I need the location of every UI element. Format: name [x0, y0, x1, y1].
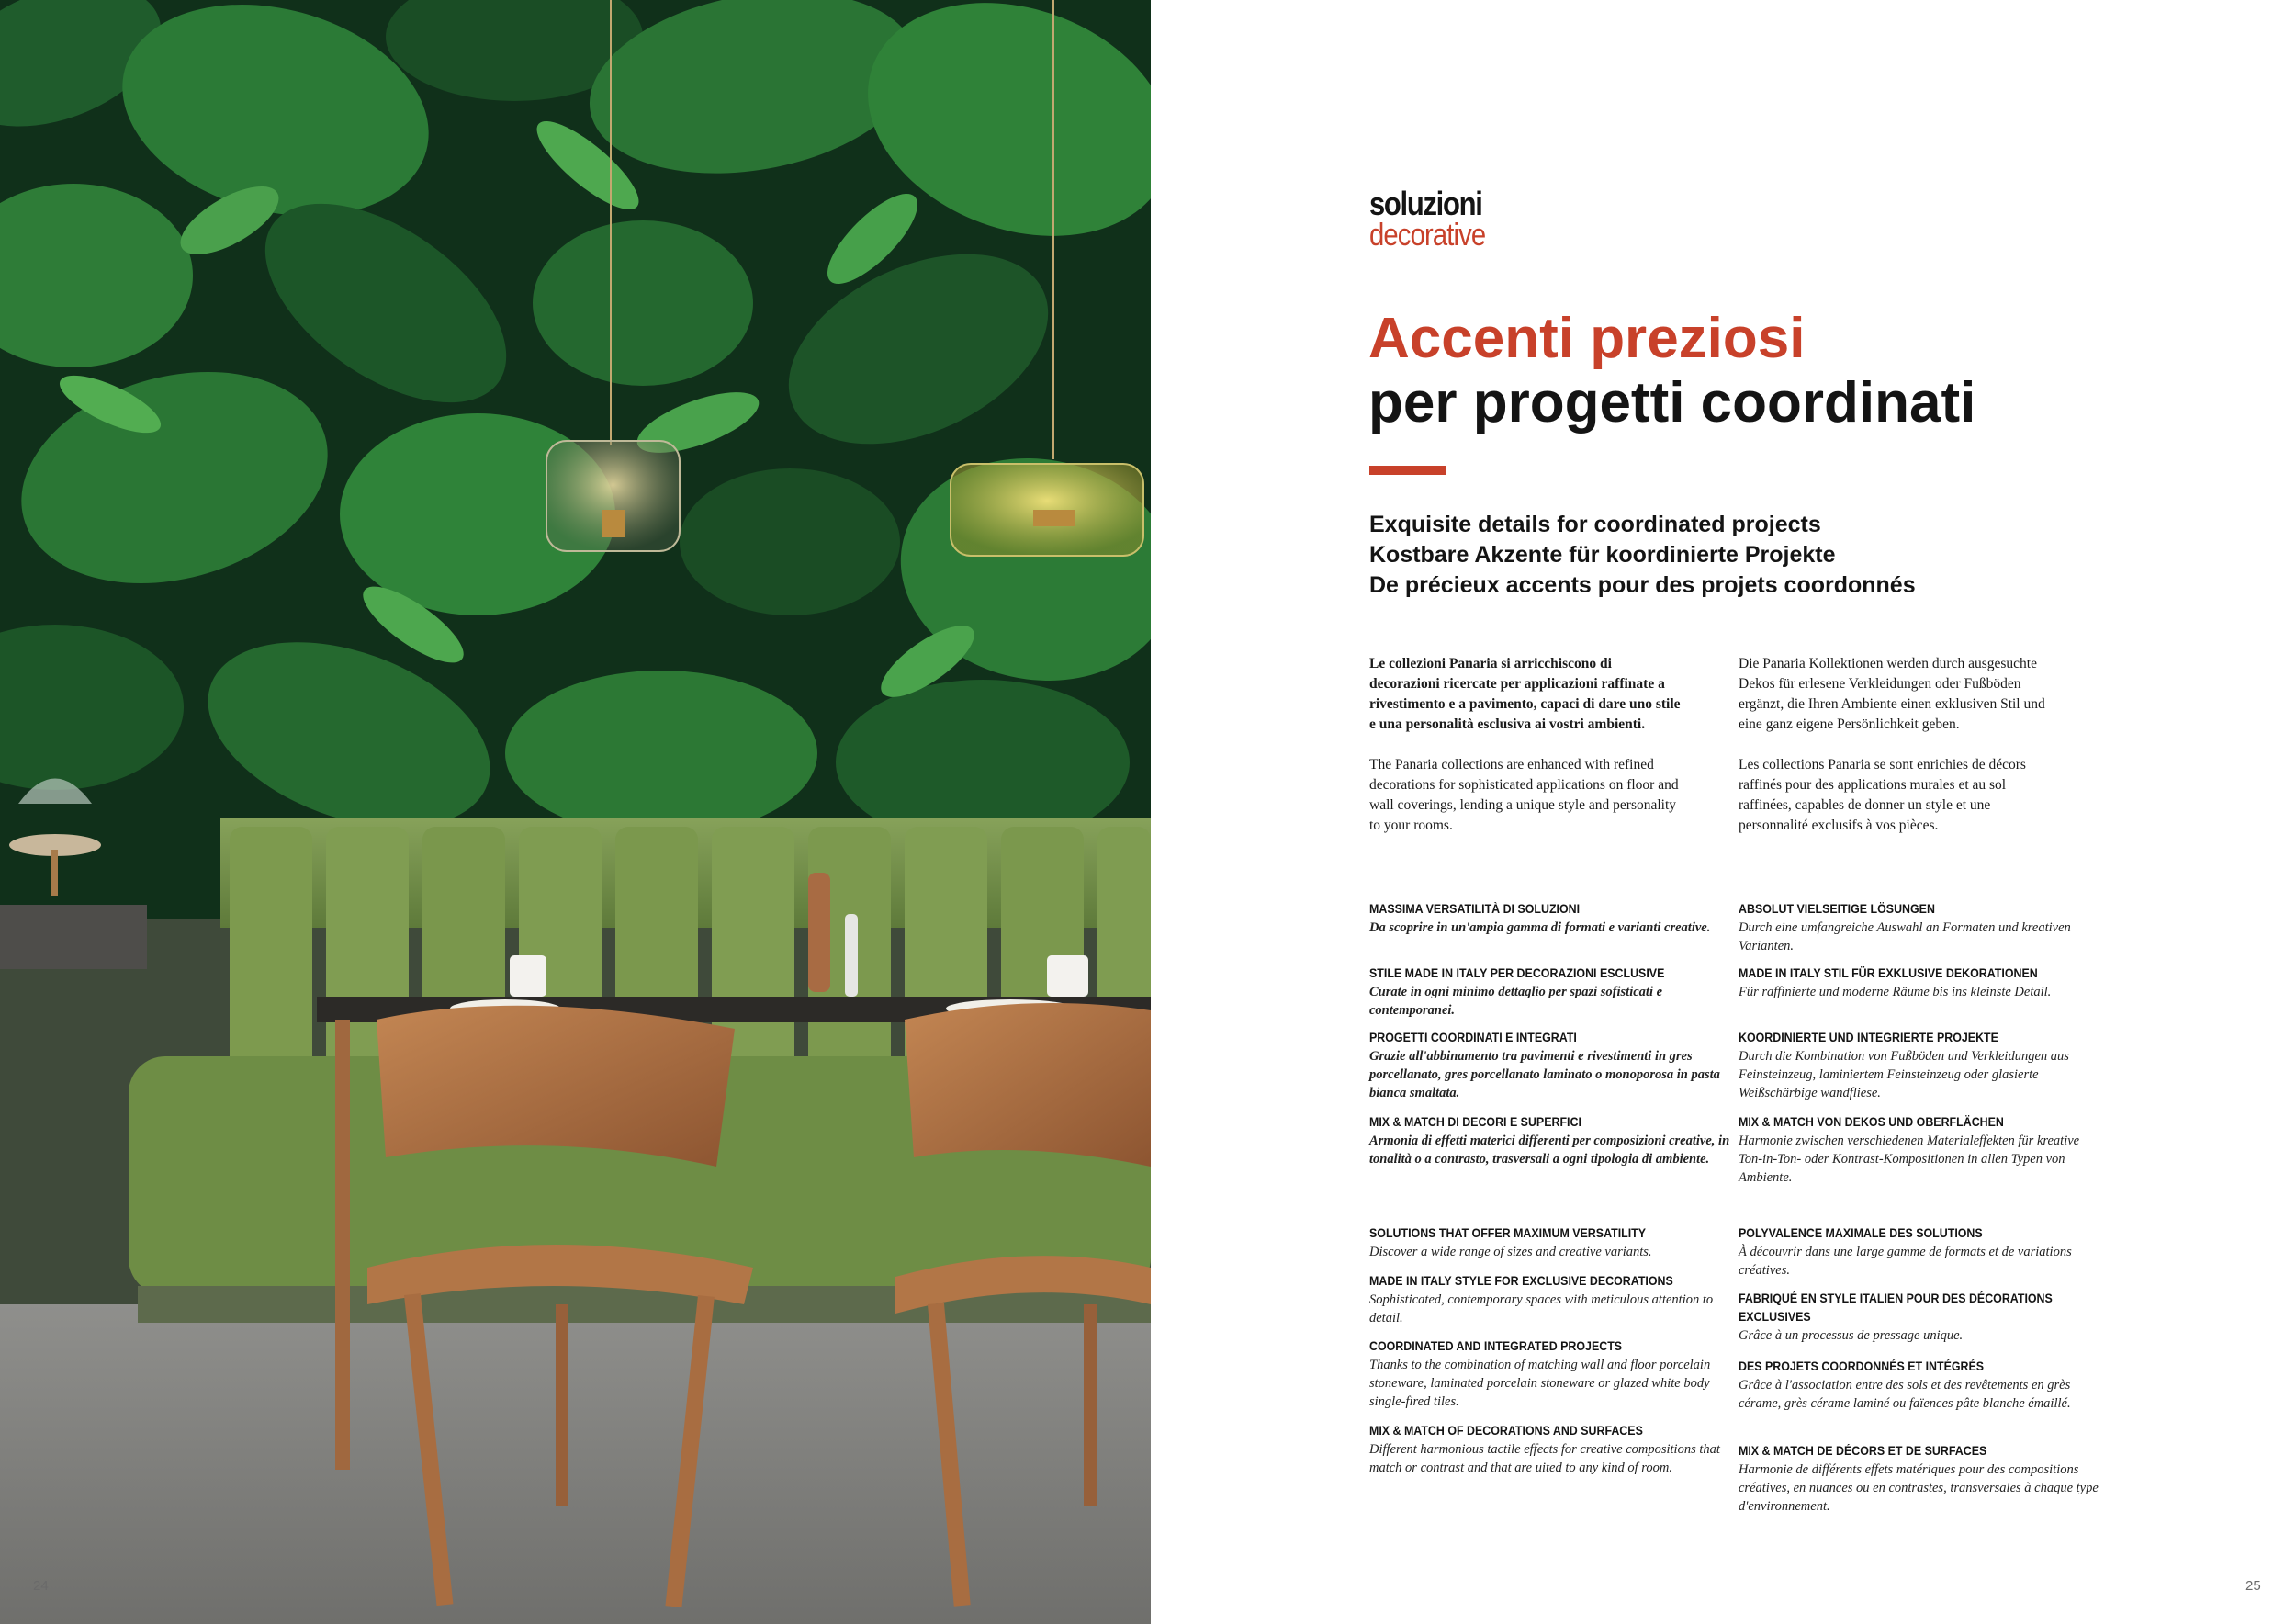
feature-text: Grâce à un processus de pressage unique. [1739, 1328, 1964, 1343]
feature-text: À découvrir dans une large gamme de formats et de variations créatives. [1739, 1245, 2072, 1278]
feature-title: MADE IN ITALY STYLE FOR EXCLUSIVE DECORATIONS [1369, 1274, 1673, 1288]
accent-divider [1369, 466, 1446, 475]
feature-title: COORDINATED AND INTEGRATED PROJECTS [1369, 1339, 1623, 1353]
feature-it-4 [1369, 1113, 1737, 1168]
intro-german: Die Panaria Kollektionen werden durch ausgesuchte Dekos für erlesene Verkleidungen oder Fußböden ergänzt, die Ihren Ambiente einen exklusiven Stil und eine ganz eigene Persönlichkeit geben. [1739, 656, 2045, 732]
feature-it-3 [1369, 1029, 1737, 1102]
feature-title: ABSOLUT VIELSEITIGE LÖSUNGEN [1739, 902, 1935, 916]
feature-text: Curate in ogni minimo dettaglio per spazi sofisticati e contemporanei. [1369, 985, 1663, 1018]
intro-french: Les collections Panaria se sont enrichies de décors raffinés pour des applications murales et au sol raffinées, capables de donner un style et une personnalité exclusifs à vos pièces. [1739, 757, 2026, 833]
page-number-left: 24 [33, 1578, 49, 1594]
feature-text: Armonia di effetti materici differenti per composizioni creative, in tonalità o a contrasto, trasversali a ogni tipologia di ambiente. [1369, 1133, 1730, 1167]
feature-title: MIX & MATCH DI DECORI E SUPERFICI [1369, 1115, 1581, 1129]
feature-en-2 [1369, 1272, 1737, 1327]
feature-title: MIX & MATCH VON DEKOS UND OBERFLÄCHEN [1739, 1115, 2004, 1129]
feature-fr-1 [1739, 1224, 2106, 1280]
feature-text: Da scoprire in un'ampia gamma di formati e varianti creative. [1369, 920, 1711, 935]
feature-text: Für raffinierte und moderne Räume bis ins kleinste Detail. [1739, 985, 2052, 999]
subtitle-en: Exquisite details for coordinated projects [1369, 512, 1821, 537]
feature-en-3 [1369, 1337, 1737, 1411]
feature-title: MADE IN ITALY STIL FÜR EXKLUSIVE DEKORATIONEN [1739, 966, 2038, 980]
brand-line-1: soluzioni [1369, 185, 1482, 222]
intro-english: The Panaria collections are enhanced with refined decorations for sophisticated applications on floor and wall coverings, lending a unique style and personality to your rooms. [1369, 757, 1679, 833]
feature-title: MIX & MATCH OF DECORATIONS AND SURFACES [1369, 1424, 1643, 1438]
subtitle-de: Kostbare Akzente für koordinierte Projekte [1369, 542, 1836, 568]
feature-en-1 [1369, 1224, 1737, 1261]
feature-title: STILE MADE IN ITALY PER DECORAZIONI ESCLUSIVE [1369, 966, 1665, 980]
feature-fr-4 [1739, 1442, 2106, 1516]
feature-de-1 [1739, 900, 2106, 955]
feature-en-4 [1369, 1422, 1737, 1477]
brand-line-2: decorative [1369, 218, 1486, 253]
feature-title: PROGETTI COORDINATI E INTEGRATI [1369, 1031, 1577, 1044]
feature-title: SOLUTIONS THAT OFFER MAXIMUM VERSATILITY [1369, 1226, 1647, 1240]
feature-de-4 [1739, 1113, 2106, 1187]
feature-title: MASSIMA VERSATILITÀ DI SOLUZIONI [1369, 902, 1581, 916]
feature-title: MIX & MATCH DE DÉCORS ET DE SURFACES [1739, 1444, 1987, 1458]
feature-text: Grazie all'abbinamento tra pavimenti e rivestimenti in gres porcellanato, gres porcellanato laminato o monoporosa in pasta bianca smaltata. [1369, 1049, 1720, 1100]
pendant-lamp-left [546, 441, 680, 551]
feature-it-1 [1369, 900, 1737, 937]
feature-fr-3 [1739, 1358, 2106, 1413]
feature-de-2 [1739, 964, 2106, 1001]
headline-accent: Accenti preziosi [1368, 307, 1806, 370]
intro-italian: Le collezioni Panaria si arricchiscono di decorazioni ricercate per applicazioni raffinate a rivestimento e a pavimento, capaci di dare uno stile e una personalità esclusiva ai vostri ambienti. [1369, 656, 1681, 732]
feature-it-2 [1369, 964, 1737, 1020]
feature-text: Sophisticated, contemporary spaces with meticulous attention to detail. [1369, 1292, 1714, 1325]
feature-text: Different harmonious tactile effects for creative compositions that match or contrast and that are uited to any kind of room. [1369, 1442, 1720, 1475]
feature-text: Discover a wide range of sizes and creative variants. [1369, 1245, 1652, 1259]
headline-main: per progetti coordinati [1368, 371, 1976, 434]
text-page [1151, 0, 2296, 1624]
feature-title: KOORDINIERTE UND INTEGRIERTE PROJEKTE [1739, 1031, 1998, 1044]
feature-title: FABRIQUÉ EN STYLE ITALIEN POUR DES DÉCORATIONS EXCLUSIVES [1739, 1291, 2053, 1324]
subtitle-fr: De précieux accents pour des projets coordonnés [1369, 572, 1916, 598]
feature-de-3 [1739, 1029, 2106, 1102]
feature-title: POLYVALENCE MAXIMALE DES SOLUTIONS [1739, 1226, 1983, 1240]
feature-title: DES PROJETS COORDONNÉS ET INTÉGRÉS [1739, 1359, 1985, 1373]
feature-text: Grâce à l'association entre des sols et des revêtements en grès cérame, grès cérame laminé ou faïences pâte blanche émaillé. [1739, 1378, 2071, 1411]
feature-text: Harmonie zwischen verschiedenen Materialeffekten für kreative Ton-in-Ton- oder Kontrast-Kompositionen in allen Typen von Ambiente. [1739, 1133, 2080, 1185]
feature-text: Durch die Kombination von Fußböden und Verkleidungen aus Feinsteinzeug, laminiertem Feinsteinzeug oder glasierte Weißschärbige wandfliese. [1739, 1049, 2069, 1100]
page-number-right: 25 [2245, 1578, 2261, 1594]
pendant-lamp-right [951, 464, 1143, 556]
feature-text: Durch eine umfangreiche Auswahl an Formaten und kreativen Varianten. [1739, 920, 2071, 953]
feature-fr-2 [1739, 1290, 2106, 1345]
feature-text: Thanks to the combination of matching wall and floor porcelain stoneware, laminated porcelain stoneware or glazed white body single-fired tiles. [1369, 1358, 1711, 1409]
feature-text: Harmonie de différents effets matériques pour des compositions créatives, en nuances ou en contrastes, transversales à chaque type d'environnement. [1739, 1462, 2099, 1514]
